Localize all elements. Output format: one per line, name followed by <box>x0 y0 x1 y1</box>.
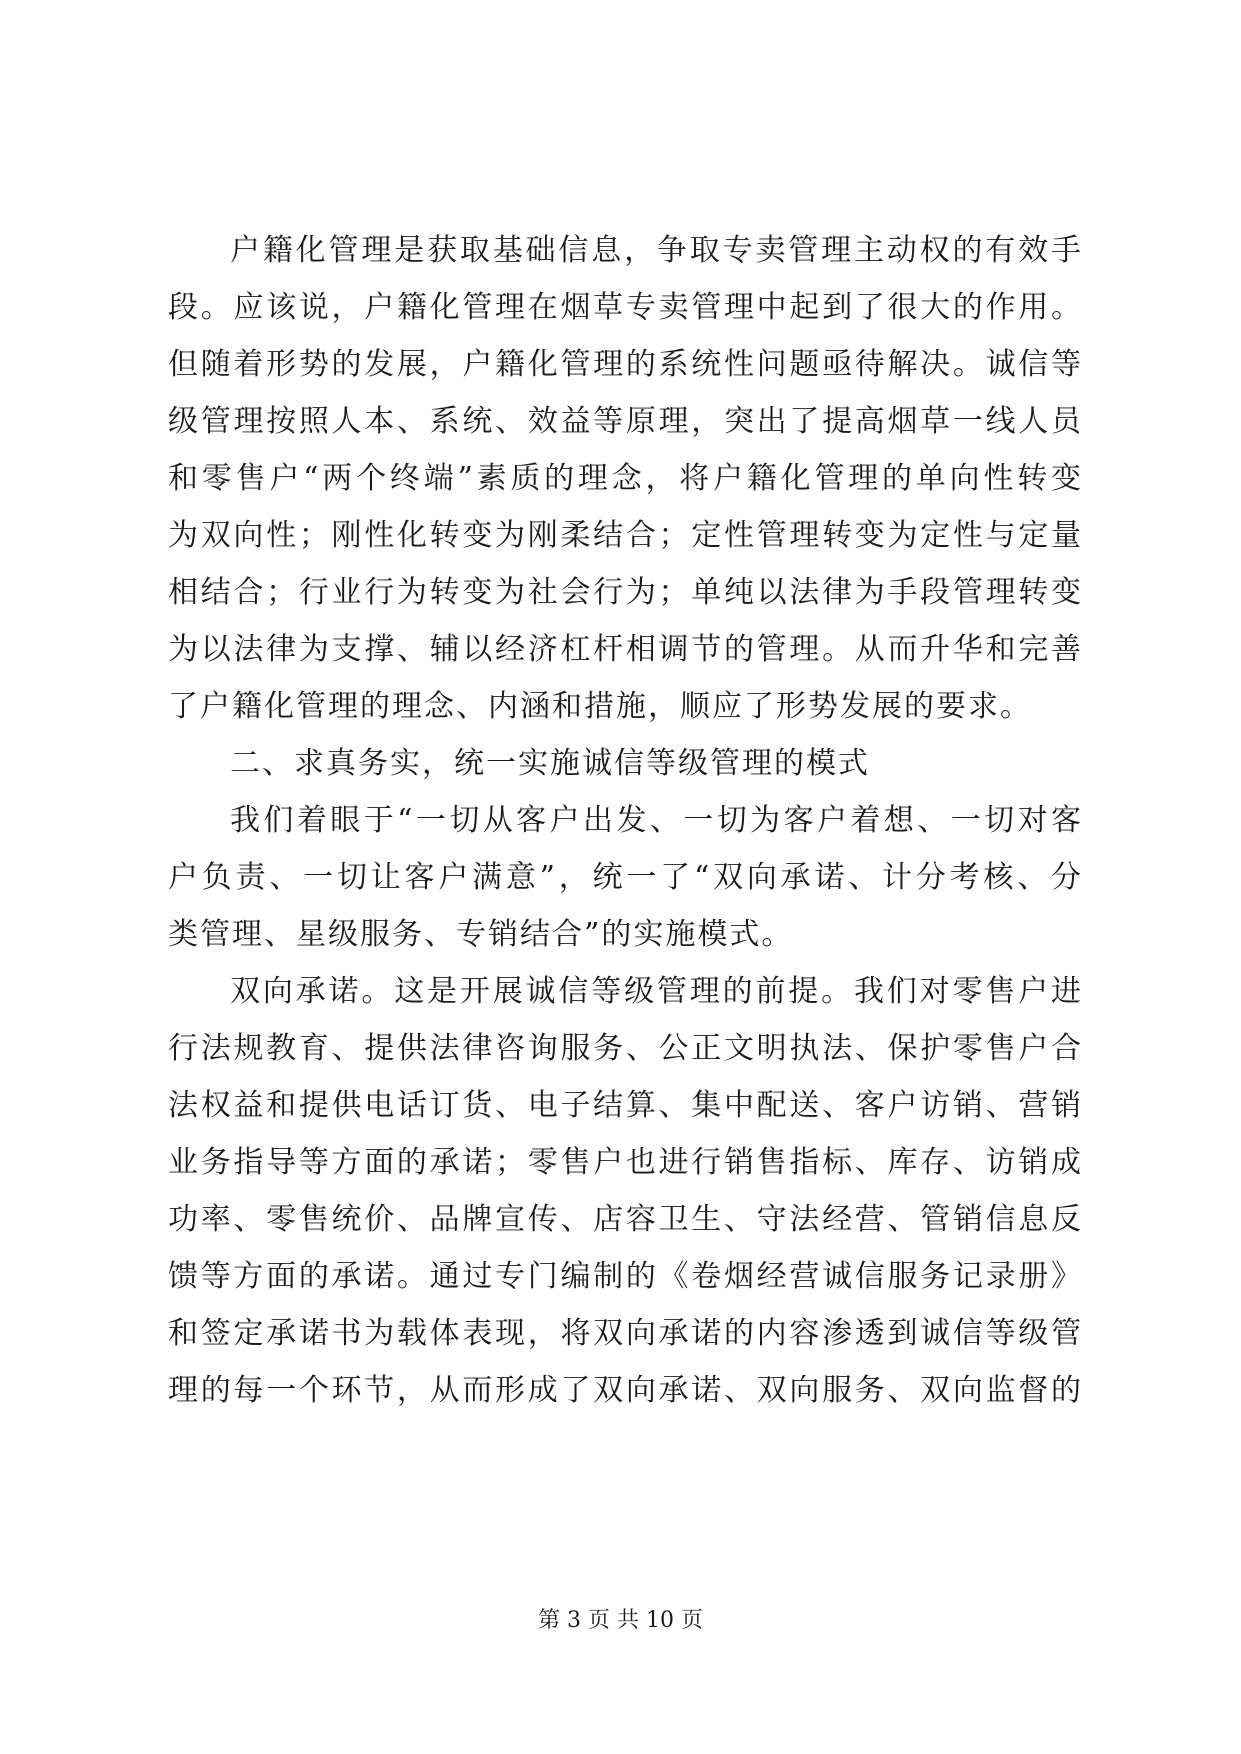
section-heading: 二、求真务实，统一实施诚信等级管理的模式 <box>230 746 870 781</box>
paragraph-line: 段。应该说，户籍化管理在烟草专卖管理中起到了很大的作用。 <box>168 290 1083 325</box>
paragraph-line: 和签定承诺书为载体表现，将双向承诺的内容渗透到诚信等级管 <box>168 1316 1083 1351</box>
paragraph-line: 法权益和提供电话订货、电子结算、集中配送、客户访销、营销 <box>168 1088 1083 1123</box>
paragraph-line: 行法规教育、提供法律咨询服务、公正文明执法、保护零售户合 <box>168 1031 1083 1066</box>
paragraph-line: 为以法律为支撑、辅以经济杠杆相调节的管理。从而升华和完善 <box>168 632 1083 667</box>
paragraph-line: 级管理按照人本、系统、效益等原理，突出了提高烟草一线人员 <box>168 404 1083 439</box>
document-body <box>168 222 1083 1419</box>
paragraph-line: 业务指导等方面的承诺；零售户也进行销售指标、库存、访销成 <box>168 1145 1083 1180</box>
paragraph-line: 馈等方面的承诺。通过专门编制的《卷烟经营诚信服务记录册》 <box>168 1259 1083 1294</box>
paragraph-line: 功率、零售统价、品牌宣传、店容卫生、守法经营、管销信息反 <box>168 1202 1083 1237</box>
page-number-footer: 第 3 页 共 10 页 <box>538 1608 703 1633</box>
paragraph-line: 户负责、一切让客户满意”，统一了“双向承诺、计分考核、分 <box>168 860 1083 895</box>
paragraph-line: 我们着眼于“一切从客户出发、一切为客户着想、一切对客 <box>230 803 1083 838</box>
paragraph-line: 和零售户“两个终端”素质的理念，将户籍化管理的单向性转变 <box>168 461 1083 496</box>
paragraph-line: 了户籍化管理的理念、内涵和措施，顺应了形势发展的要求。 <box>168 689 1032 724</box>
paragraph-line: 理的每一个环节，从而形成了双向承诺、双向服务、双向监督的 <box>168 1373 1083 1408</box>
paragraph-line: 双向承诺。这是开展诚信等级管理的前提。我们对零售户进 <box>230 974 1083 1009</box>
paragraph-line: 为双向性；刚性化转变为刚柔结合；定性管理转变为定性与定量 <box>168 518 1083 553</box>
paragraph-line: 相结合；行业行为转变为社会行为；单纯以法律为手段管理转变 <box>168 575 1083 610</box>
paragraph-line: 类管理、星级服务、专销结合”的实施模式。 <box>168 917 794 952</box>
paragraph-line: 户籍化管理是获取基础信息，争取专卖管理主动权的有效手 <box>230 233 1083 268</box>
paragraph-line: 但随着形势的发展，户籍化管理的系统性问题亟待解决。诚信等 <box>168 347 1083 382</box>
